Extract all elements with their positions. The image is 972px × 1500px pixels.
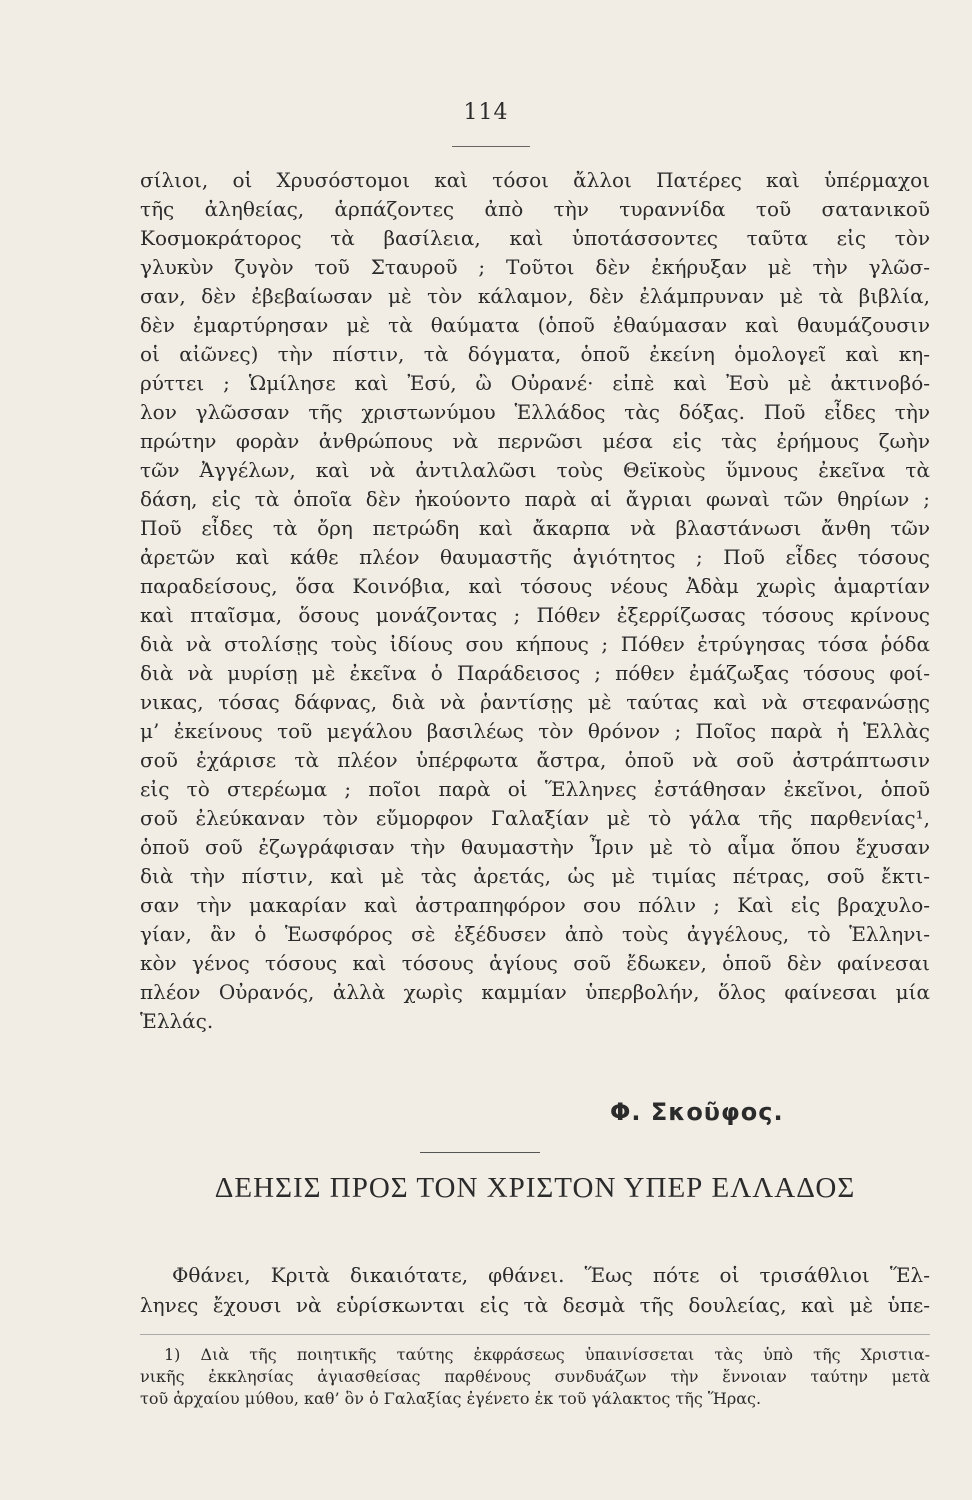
body-line: πρώτην φορὰν ἀνθρώπους νὰ περνῶσι μέσα εἰς τὰς ἐρήμους ζωὴν [140, 429, 930, 453]
page-number: 114 [463, 100, 509, 125]
body-line: τῶν Ἀγγέλων, καὶ νὰ ἀντιλαλῶσι τοὺς Θεϊκοὺς ὕμνους ἐκεῖνα τὰ [140, 458, 930, 482]
body-line: νικας, τόσας δάφνας, διὰ νὰ ῥαντίσῃς μὲ ταύτας καὶ νὰ στεφανώσῃς [140, 690, 930, 714]
prayer-line: ληνες ἔχουσι νὰ εὑρίσκωνται εἰς τὰ δεσμὰ τῆς δουλείας, καὶ μὲ ὑπε- [140, 1293, 930, 1317]
footnote-line: 1) Διὰ τῆς ποιητικῆς ταύτης ἐκφράσεως ὑπαινίσσεται τὰς ὑπὸ τῆς Χριστια- [164, 1345, 930, 1364]
body-line: ἀρετῶν καὶ κάθε πλέον θαυμαστῆς ἁγιότητος ; Ποῦ εἶδες τόσους [140, 545, 930, 569]
body-line: δάση, εἰς τὰ ὁποῖα δὲν ἠκούοντο παρὰ αἱ ἄγριαι φωναὶ τῶν θηρίων ; [140, 487, 930, 511]
body-line: κὸν γένος τόσους καὶ τόσους ἁγίους σοῦ ἔδωκεν, ὁποῦ δὲν φαίνεσαι [140, 951, 930, 975]
body-line: λον γλῶσσαν τῆς χριστωνύμου Ἑλλάδος τὰς δόξας. Ποῦ εἶδες τὴν [140, 400, 930, 424]
body-line: ὁποῦ σοῦ ἐζωγράφισαν τὴν θαυμαστὴν Ἶριν μὲ τὸ αἷμα ὅπου ἔχυσαν [140, 835, 930, 859]
body-line: Κοσμοκράτορος τὰ βασίλεια, καὶ ὑποτάσσοντες ταῦτα εἰς τὸν [140, 226, 930, 250]
body-line: σοῦ ἐχάρισε τὰ πλέον ὑπέρφωτα ἄστρα, ὁποῦ νὰ σοῦ ἀστράπτωσιν [140, 748, 930, 772]
body-line: μ’ ἐκείνους τοῦ μεγάλου βασιλέως τὸν θρόνον ; Ποῖος παρὰ ἡ Ἑλλὰς [140, 719, 930, 743]
body-line: τῆς ἀληθείας, ἁρπάζοντες ἀπὸ τὴν τυραννίδα τοῦ σατανικοῦ [140, 197, 930, 221]
body-line: οἱ αἰῶνες) τὴν πίστιν, τὰ δόγματα, ὁποῦ ἐκείνη ὁμολογεῖ καὶ κη- [140, 342, 930, 366]
body-line: παραδείσους, ὅσα Κοινόβια, καὶ τόσους νέους Ἀδὰμ χωρὶς ἁμαρτίαν [140, 574, 930, 598]
body-text [140, 166, 930, 1036]
body-line: σαν, δὲν ἐβεβαίωσαν μὲ τὸν κάλαμον, δὲν ἐλάμπρυναν μὲ τὰ βιβλία, [140, 284, 930, 308]
body-line: δὲν ἐμαρτύρησαν μὲ τὰ θαύματα (ὁποῦ ἐθαύμασαν καὶ θαυμάζουσιν [140, 313, 930, 337]
footnote [140, 1344, 930, 1410]
body-line: Ποῦ εἶδες τὰ ὄρη πετρώδη καὶ ἄκαρπα νὰ βλαστάνωσι ἄνθη τῶν [140, 516, 930, 540]
prayer-line: Φθάνει, Κριτὰ δικαιότατε, φθάνει. Ἕως πότε οἱ τρισάθλιοι Ἕλ- [172, 1263, 930, 1287]
body-line: σαν τὴν μακαρίαν καὶ ἀστραπηφόρον σου πόλιν ; Καὶ εἰς βραχυλο- [140, 893, 930, 917]
body-line: διὰ νὰ μυρίσῃ μὲ ἐκεῖνα ὁ Παράδεισος ; πόθεν ἐμάζωξας τόσους φοί- [140, 661, 930, 685]
footnote-divider [140, 1334, 930, 1335]
footnote-line: νικῆς ἐκκλησίας ἁγιασθείσας παρθένους συνδυάζων τὴν ἔννοιαν ταύτην μετὰ [140, 1367, 930, 1386]
section-divider [420, 1152, 540, 1153]
section-title: ΔΕΗΣΙΣ ΠΡΟΣ ΤΟΝ ΧΡΙΣΤΟΝ ΥΠΕΡ ΕΛΛΑΔΟΣ [214, 1172, 856, 1204]
body-line: εἰς τὸ στερέωμα ; ποῖοι παρὰ οἱ Ἕλληνες ἐστάθησαν ἐκεῖνοι, ὁποῦ [140, 777, 930, 801]
body-line: γλυκὺν ζυγὸν τοῦ Σταυροῦ ; Τοῦτοι δὲν ἐκήρυξαν μὲ τὴν γλῶσ- [140, 255, 930, 279]
body-line: καὶ πταῖσμα, ὅσους μονάζοντας ; Πόθεν ἐξερρίζωσας τόσους κρίνους [140, 603, 930, 627]
prayer-text [140, 1260, 930, 1320]
body-line: ρύττει ; Ὡμίλησε καὶ Ἐσύ, ὢ Οὐρανέ· εἰπὲ καὶ Ἐσὺ μὲ ἀκτινοβό- [140, 371, 930, 395]
author-signature: Φ. Σκοῦφος. [610, 1098, 784, 1126]
body-line: πλέον Οὐρανός, ἀλλὰ χωρὶς καμμίαν ὑπερβολήν, ὅλος φαίνεσαι μία [140, 980, 930, 1004]
body-line: διὰ νὰ στολίσῃς τοὺς ἰδίους σου κήπους ; Πόθεν ἐτρύγησας τόσα ῥόδα [140, 632, 930, 656]
body-line: Ἑλλάς. [140, 1009, 214, 1033]
body-line: σοῦ ἐλεύκαναν τὸν εὔμορφον Γαλαξίαν μὲ τὸ γάλα τῆς παρθενίας¹, [140, 806, 930, 830]
body-line: διὰ τὴν πίστιν, καὶ μὲ τὰς ἀρετάς, ὡς μὲ τιμίας πέτρας, σοῦ ἔκτι- [140, 864, 930, 888]
body-line: γίαν, ἂν ὁ Ἑωσφόρος σὲ ἐξέδυσεν ἀπὸ τοὺς ἀγγέλους, τὸ Ἑλληνι- [140, 922, 930, 946]
footnote-line: τοῦ ἀρχαίου μύθου, καθ’ ὃν ὁ Γαλαξίας ἐγένετο ἐκ τοῦ γάλακτος τῆς Ἥρας. [140, 1389, 762, 1408]
page-number-rule [452, 146, 530, 147]
body-line: σίλιοι, οἱ Χρυσόστομοι καὶ τόσοι ἄλλοι Πατέρες καὶ ὑπέρμαχοι [140, 168, 930, 192]
